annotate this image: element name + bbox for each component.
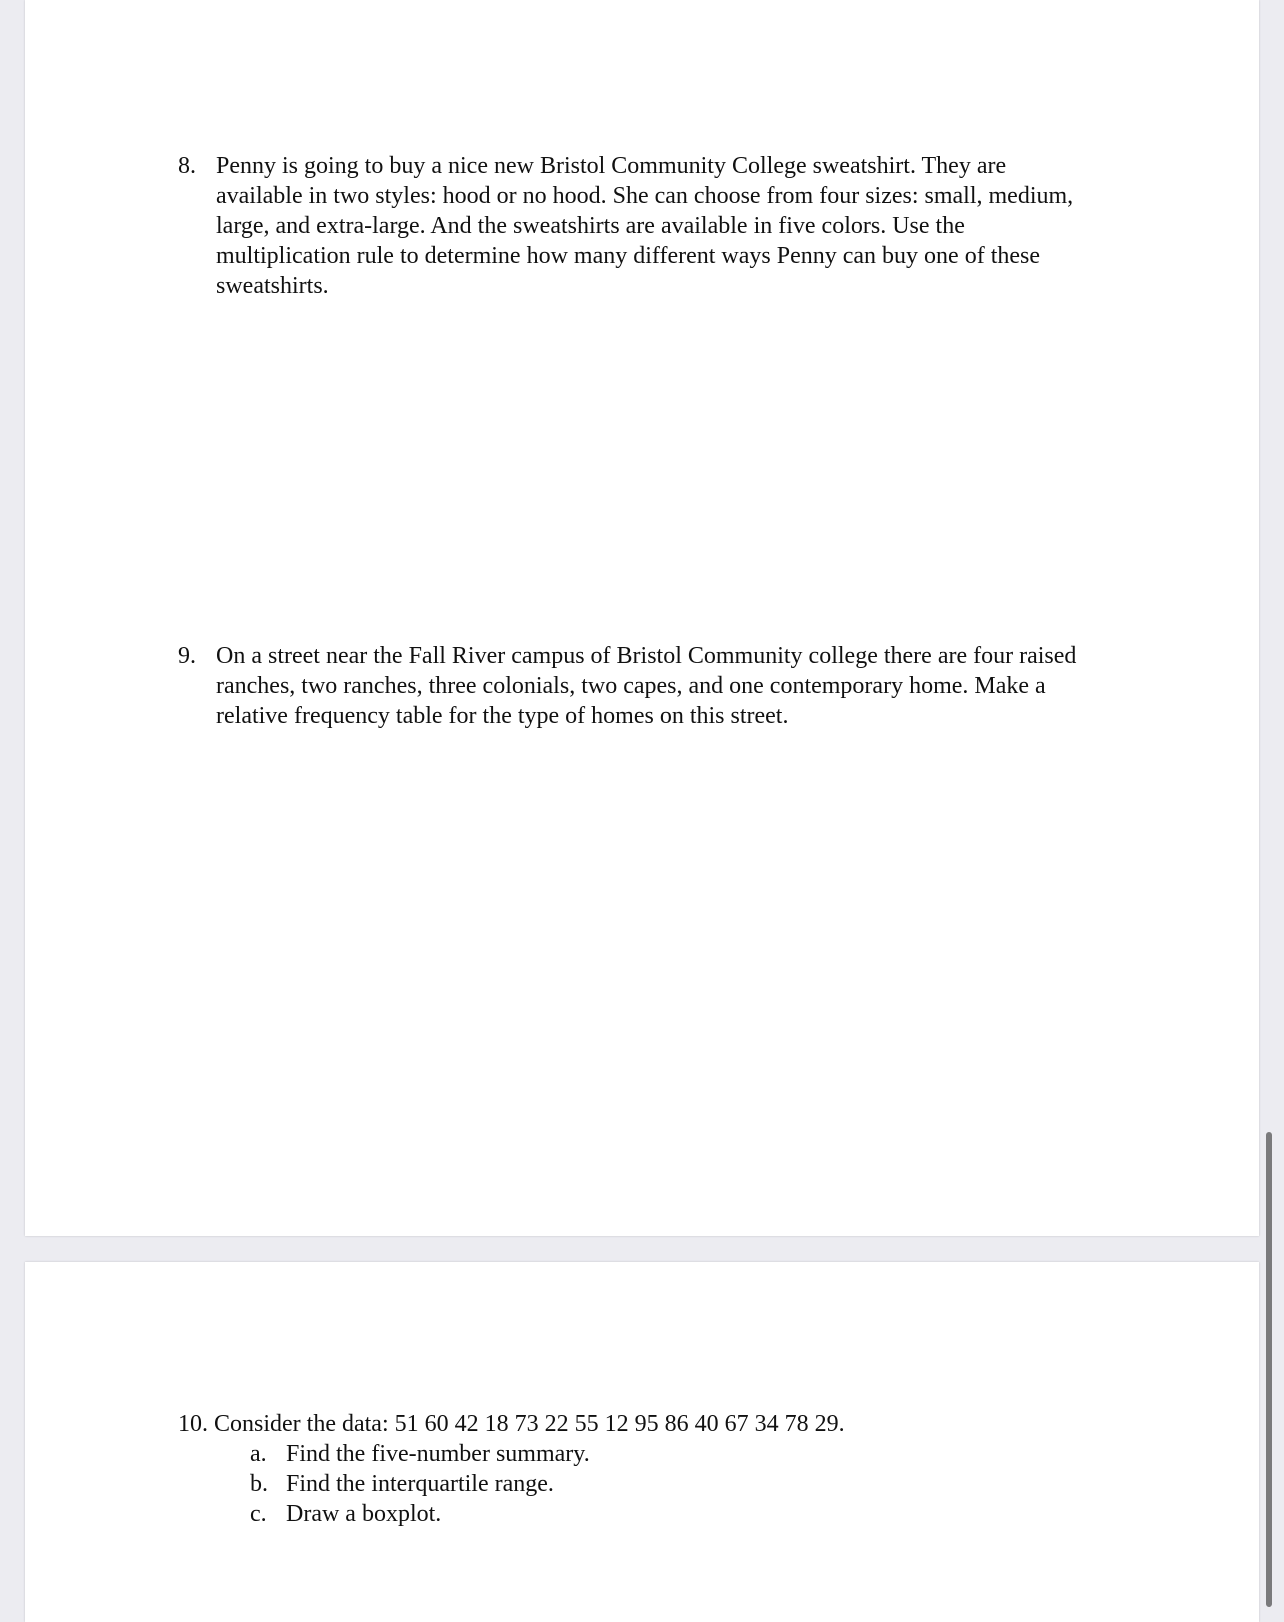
part-letter: a. [250,1441,267,1467]
question-9-line: On a street near the Fall River campus of Bristol Community college there are four raised [216,643,1077,669]
question-9-line: relative frequency table for the type of homes on this street. [216,703,789,729]
part-letter: b. [250,1471,268,1497]
question-8-number: 8. [178,153,196,179]
question-8-line: large, and extra-large. And the sweatshirts are available in five colors. Use the [216,213,965,239]
question-8-line: sweatshirts. [216,273,329,299]
part-text: Draw a boxplot. [286,1501,442,1527]
vertical-scrollbar[interactable] [1266,1132,1272,1607]
question-8-text [216,151,1096,301]
question-9-line: ranches, two ranches, three colonials, two capes, and one contemporary home. Make a [216,673,1046,699]
part-letter: c. [250,1501,267,1527]
question-9-text [216,641,1096,731]
question-8-line: multiplication rule to determine how many different ways Penny can buy one of these [216,243,1041,269]
question-8-line: Penny is going to buy a nice new Bristol Community College sweatshirt. They are [216,153,1007,179]
part-text: Find the interquartile range. [286,1471,554,1497]
part-text: Find the five-number summary. [286,1441,590,1467]
question-10-lead: 10. Consider the data: 51 60 42 18 73 22 55 12 95 86 40 67 34 78 29. [178,1411,845,1437]
question-8-line: available in two styles: hood or no hood. She can choose from four sizes: small, medium, [216,183,1074,209]
question-10 [178,1409,845,1527]
question-9-number: 9. [178,643,196,669]
document-page-2 [25,1262,1259,1622]
